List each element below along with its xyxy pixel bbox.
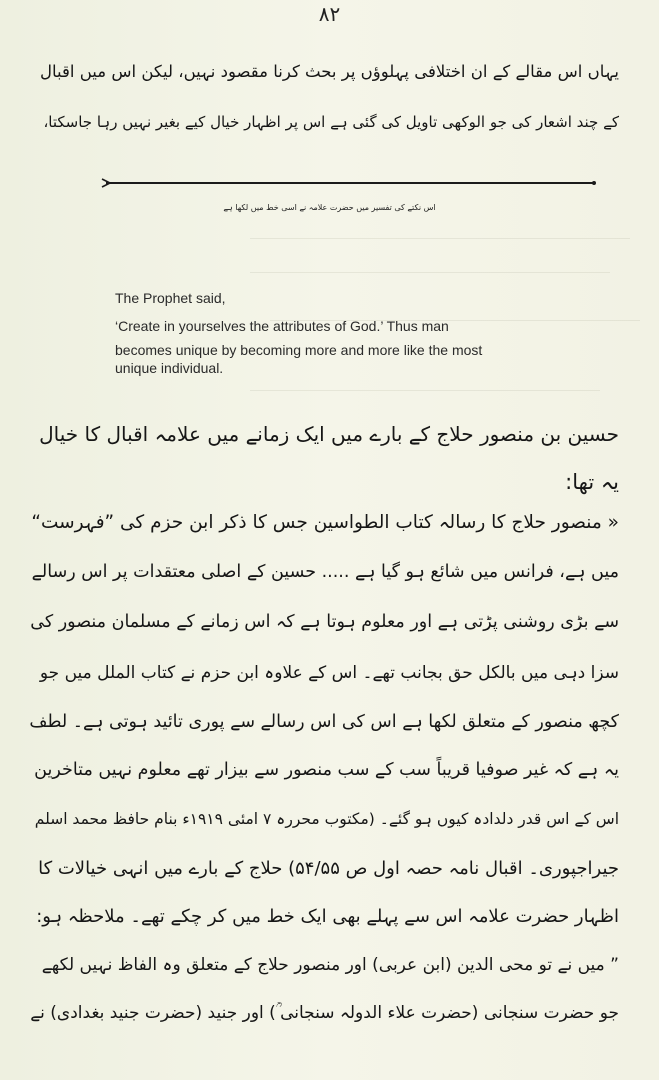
english-quote-line: ‘Create in yourselves the attributes of God.’ Thus man [115, 318, 449, 334]
paragraph-1-line: کے چند اشعار کی جو الوکھی تاویل کی گئی ہے اس پر اظہار خیال کیے بغیر نہیں رہا جاسکتا، [43, 113, 619, 131]
bleed-through-line [250, 238, 630, 239]
section-divider [100, 176, 600, 190]
quoted-letter-line: سے بڑی روشنی پڑتی ہے اور معلوم ہوتا ہے کہ اس زمانے کے مسلمان منصور کی [30, 612, 619, 632]
quoted-letter-line: اظہار حضرت علامہ اس سے پہلے بھی ایک خط میں کر چکے تھے۔ ملاحظہ ہو: [36, 906, 619, 927]
paragraph-2-line: حسین بن منصور حلاج کے بارے میں ایک زمانے میں علامہ اقبال کا خیال [39, 422, 619, 446]
bleed-through-line [250, 390, 600, 391]
paragraph-4-line: جو حضرت سنجانی (حضرت علاء الدولہ سنجانی ؒ) اور جنید (حضرت جنید بغدادی) نے [30, 1003, 619, 1023]
quoted-letter-line: « منصور حلاج کا رسالہ کتاب الطواسین جس کا ذکر ابن حزم کی ”فہرست“ [31, 512, 619, 533]
paragraph-2-line: یہ تھا: [565, 470, 619, 494]
quoted-letter-line: کچھ منصور کے متعلق لکھا ہے اس کی اس رسالے سے پوری تائید ہوتی ہے۔ لطف [29, 712, 619, 732]
page-number: ۸۲ [318, 2, 341, 26]
quoted-letter-line: سزا دہی میں بالکل حق بجانب تھے۔ اس کے علاوہ ابن حزم نے کتاب الملل میں جو [39, 663, 619, 683]
english-quote-line: becomes unique by becoming more and more like the most [115, 342, 483, 358]
bleed-through-line [250, 272, 610, 273]
quoted-letter-line: میں ہے، فرانس میں شائع ہو گیا ہے ..... حسین کے اصلی معتقدات پر اس رسالے [31, 562, 619, 582]
paragraph-4-line: ” میں نے تو محی الدین (ابن عربی) اور منصور حلاج کے متعلق وہ الفاظ نہیں لکھے [41, 955, 619, 975]
quoted-letter-line: اس کے اس قدر دلدادہ کیوں ہو گئے۔ (مکتوب محررہ ۷ امئی ۱۹۱۹ء بنام حافظ محمد اسلم [34, 810, 619, 828]
paragraph-1-line: یہاں اس مقالے کے ان اختلافی پہلوؤں پر بحث کرنا مقصود نہیں، لیکن اس میں اقبال [40, 62, 619, 81]
section-heading: اس نکتے کی تفسیر میں حضرت علامہ نے اسی خط میں لکھا ہے [223, 203, 436, 212]
english-quote-line: unique individual. [115, 360, 224, 376]
english-quote-line: The Prophet said, [115, 290, 226, 306]
quoted-letter-line: یہ ہے کہ غیر صوفیا قریباً سب کے سب منصور سے بیزار تھے معلوم نہیں متاخرین [34, 760, 619, 780]
quoted-letter-line: جیراجپوری۔ اقبال نامہ حصہ اول ص ۵۴/۵۵) حلاج کے بارے میں انہی خیالات کا [38, 858, 619, 879]
